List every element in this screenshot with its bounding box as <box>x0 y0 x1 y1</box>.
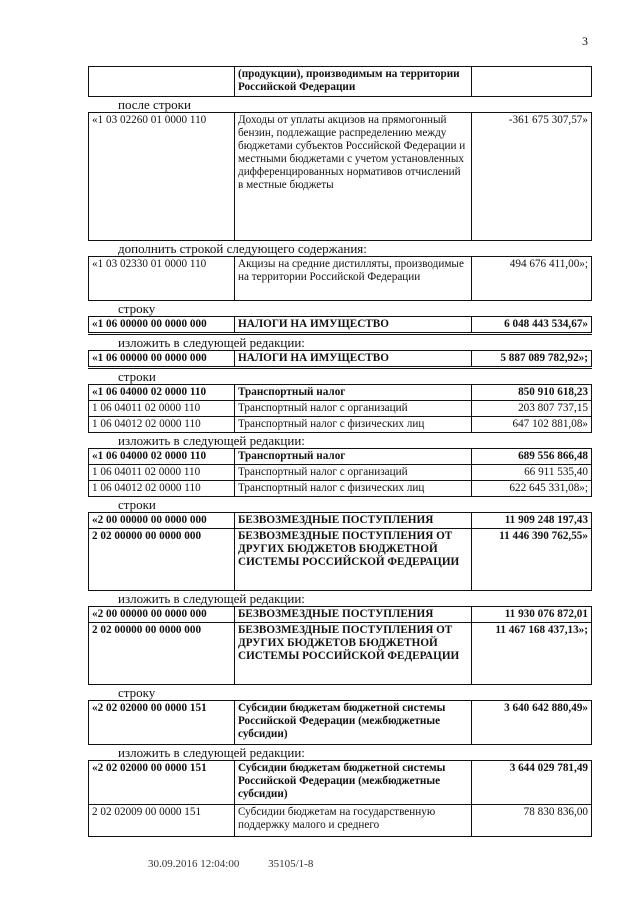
table-row <box>89 113 592 241</box>
amount-cell: -361 675 307,57» <box>472 113 592 241</box>
instruction-text: строку <box>118 301 156 316</box>
amount-cell: 494 676 411,00»; <box>472 257 592 301</box>
table-row <box>89 67 592 97</box>
instruction-text: после строки <box>118 97 191 112</box>
table-row <box>89 257 592 301</box>
table-row <box>89 449 592 465</box>
page-number: 3 <box>582 34 588 48</box>
amount-cell: 203 807 737,15 <box>472 401 592 417</box>
document-body <box>88 66 591 837</box>
amount-cell: 11 446 390 762,55» <box>472 529 592 591</box>
instruction-text: дополнить строкой следующего содержания: <box>118 241 367 256</box>
budget-table <box>88 700 592 745</box>
code-cell: «2 02 02000 00 0000 151 <box>89 701 235 745</box>
instruction-text: строки <box>118 497 156 512</box>
amount-cell: 647 102 881,08» <box>472 417 592 433</box>
table-row <box>89 805 592 837</box>
name-cell: НАЛОГИ НА ИМУЩЕСТВО <box>235 317 472 334</box>
code-cell: 2 02 00000 00 0000 000 <box>89 529 235 591</box>
table-row <box>89 417 592 433</box>
table-row <box>89 351 592 368</box>
budget-table <box>88 256 592 301</box>
amount-cell: 3 644 029 781,49 <box>472 761 592 805</box>
table-row <box>89 401 592 417</box>
instruction-text: изложить в следующей редакции: <box>118 745 305 760</box>
amount-cell: 11 467 168 437,13»; <box>472 623 592 685</box>
code-cell: «1 06 04000 02 0000 110 <box>89 385 235 401</box>
footer <box>148 858 339 870</box>
instruction-text: строки <box>118 369 156 384</box>
footer-datetime: 30.09.2016 12:04:00 <box>148 858 240 870</box>
name-cell: БЕЗВОЗМЕЗДНЫЕ ПОСТУПЛЕНИЯ ОТ ДРУГИХ БЮДЖЕТОВ БЮДЖЕТНОЙ СИСТЕМЫ РОССИЙСКОЙ ФЕДЕРАЦИИ <box>235 529 472 591</box>
footer-doc-id: 35105/1-8 <box>268 858 314 870</box>
table-row <box>89 317 592 334</box>
amount-cell: 622 645 331,08»; <box>472 481 592 497</box>
code-cell: 2 02 02009 00 0000 151 <box>89 805 235 837</box>
table-row <box>89 529 592 591</box>
amount-cell: 689 556 866,48 <box>472 449 592 465</box>
instruction-text: строку <box>118 685 156 700</box>
budget-table <box>88 606 592 685</box>
code-cell: «2 00 00000 00 0000 000 <box>89 607 235 623</box>
code-cell: 2 02 00000 00 0000 000 <box>89 623 235 685</box>
name-cell: БЕЗВОЗМЕЗДНЫЕ ПОСТУПЛЕНИЯ <box>235 513 472 529</box>
name-cell: БЕЗВОЗМЕЗДНЫЕ ПОСТУПЛЕНИЯ <box>235 607 472 623</box>
code-cell: «1 06 00000 00 0000 000 <box>89 317 235 334</box>
table-row <box>89 513 592 529</box>
code-cell: «1 06 00000 00 0000 000 <box>89 351 235 368</box>
table-row <box>89 385 592 401</box>
instruction-text: изложить в следующей редакции: <box>118 433 305 448</box>
table-row <box>89 465 592 481</box>
table-row <box>89 607 592 623</box>
name-cell: Транспортный налог <box>235 385 472 401</box>
name-cell: Субсидии бюджетам бюджетной системы Российской Федерации (межбюджетные субсидии) <box>235 701 472 745</box>
name-cell: БЕЗВОЗМЕЗДНЫЕ ПОСТУПЛЕНИЯ ОТ ДРУГИХ БЮДЖЕТОВ БЮДЖЕТНОЙ СИСТЕМЫ РОССИЙСКОЙ ФЕДЕРАЦИИ <box>235 623 472 685</box>
code-cell: «1 03 02260 01 0000 110 <box>89 113 235 241</box>
name-cell: Субсидии бюджетам бюджетной системы Российской Федерации (межбюджетные субсидии) <box>235 761 472 805</box>
name-cell: Субсидии бюджетам на государственную поддержку малого и среднего <box>235 805 472 837</box>
budget-table <box>88 512 592 591</box>
budget-table <box>88 760 592 837</box>
name-cell: НАЛОГИ НА ИМУЩЕСТВО <box>235 351 472 368</box>
amount-cell: 11 930 076 872,01 <box>472 607 592 623</box>
amount-cell: 11 909 248 197,43 <box>472 513 592 529</box>
code-cell: «2 02 02000 00 0000 151 <box>89 761 235 805</box>
name-cell: Транспортный налог с организаций <box>235 465 472 481</box>
budget-table <box>88 112 592 241</box>
budget-table <box>88 384 592 433</box>
name-cell: Доходы от уплаты акцизов на прямогонный бензин, подлежащие распределению между бюджетами субъектов Российской Федерации и местными бюджетами с учетом установленных дифференцированных нормативов отчислений в местные бюджеты <box>235 113 472 241</box>
budget-table <box>88 350 592 369</box>
code-cell: «2 00 00000 00 0000 000 <box>89 513 235 529</box>
name-cell: Транспортный налог с организаций <box>235 401 472 417</box>
instruction-text: изложить в следующей редакции: <box>118 591 305 606</box>
table-row <box>89 701 592 745</box>
budget-table <box>88 448 592 497</box>
table-row <box>89 761 592 805</box>
name-cell: Акцизы на средние дистилляты, производимые на территории Российской Федерации <box>235 257 472 301</box>
amount-cell: 3 640 642 880,49» <box>472 701 592 745</box>
code-cell <box>89 67 235 97</box>
amount-cell: 850 910 618,23 <box>472 385 592 401</box>
code-cell: 1 06 04011 02 0000 110 <box>89 401 235 417</box>
name-cell: Транспортный налог <box>235 449 472 465</box>
budget-table <box>88 66 592 97</box>
code-cell: 1 06 04012 02 0000 110 <box>89 481 235 497</box>
amount-cell: 5 887 089 782,92»; <box>472 351 592 368</box>
amount-cell <box>472 67 592 97</box>
amount-cell: 78 830 836,00 <box>472 805 592 837</box>
code-cell: «1 06 04000 02 0000 110 <box>89 449 235 465</box>
name-cell: Транспортный налог с физических лиц <box>235 481 472 497</box>
code-cell: 1 06 04011 02 0000 110 <box>89 465 235 481</box>
code-cell: 1 06 04012 02 0000 110 <box>89 417 235 433</box>
name-cell: Транспортный налог с физических лиц <box>235 417 472 433</box>
code-cell: «1 03 02330 01 0000 110 <box>89 257 235 301</box>
amount-cell: 6 048 443 534,67» <box>472 317 592 334</box>
table-row <box>89 481 592 497</box>
budget-table <box>88 316 592 335</box>
instruction-text: изложить в следующей редакции: <box>118 335 305 350</box>
amount-cell: 66 911 535,40 <box>472 465 592 481</box>
name-cell: (продукции), производимым на территории Российской Федерации <box>235 67 472 97</box>
table-row <box>89 623 592 685</box>
